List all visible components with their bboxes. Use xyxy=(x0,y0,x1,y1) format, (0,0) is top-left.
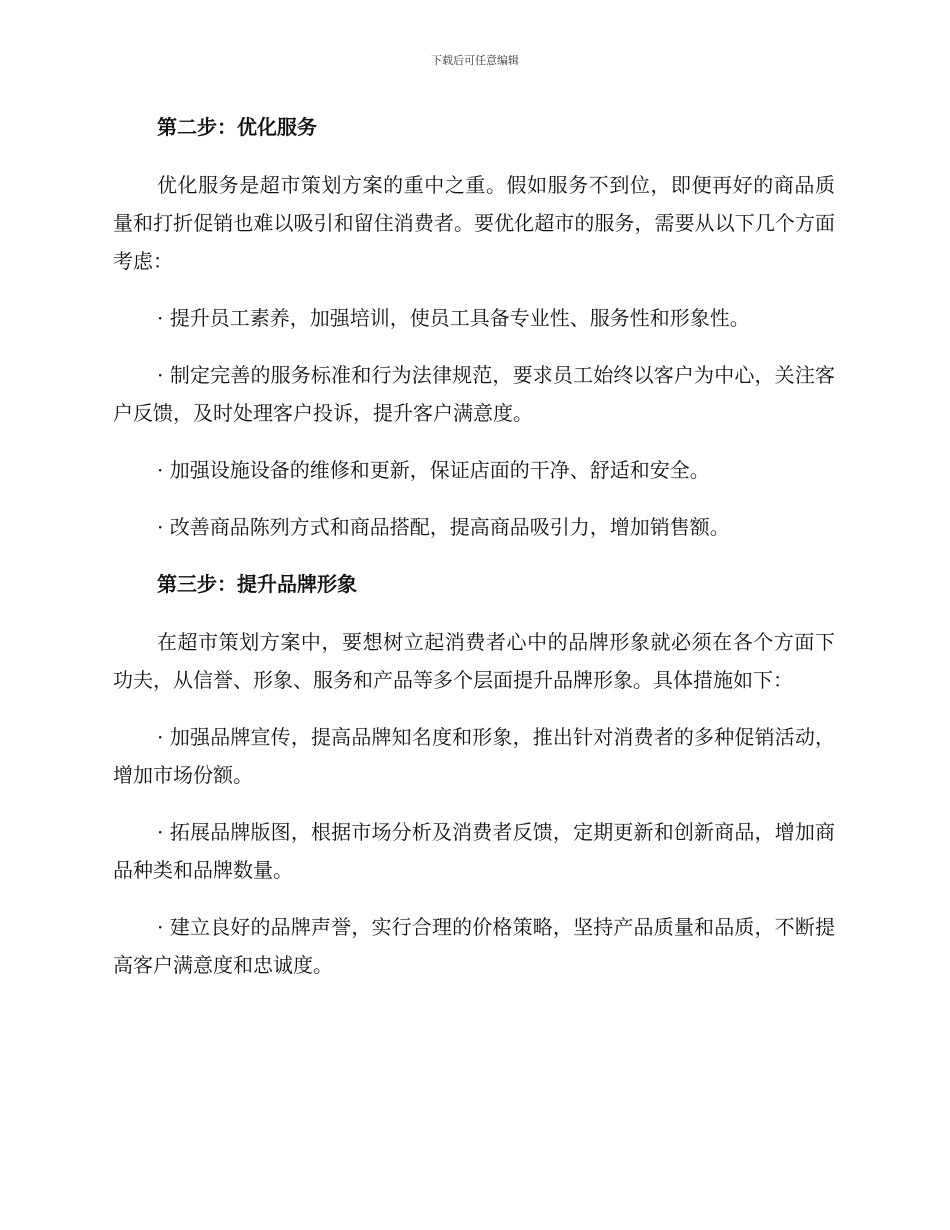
section-intro-paragraph: 优化服务是超市策划方案的重中之重。假如服务不到位，即便再好的商品质量和打折促销也难以吸引和留住消费者。要优化超市的服务，需要从以下几个方面考虑： xyxy=(113,173,835,273)
section-heading-step-2: 第二步：优化服务 xyxy=(157,115,317,139)
bullet-item: · 加强品牌宣传，提高品牌知名度和形象，推出针对消费者的多种促销活动，增加市场份额。 xyxy=(113,725,835,787)
bullet-item: · 加强设施设备的维修和更新，保证店面的干净、舒适和安全。 xyxy=(157,458,710,482)
bullet-item: · 提升员工素养，加强培训，使员工具备专业性、服务性和形象性。 xyxy=(157,306,750,330)
section-intro-paragraph: 在超市策划方案中，要想树立起消费者心中的品牌形象就必须在各个方面下功夫，从信誉、形象、服务和产品等多个层面提升品牌形象。具体措施如下： xyxy=(113,630,835,692)
page-header: 下载后可任意编辑 xyxy=(431,54,519,67)
bullet-item: · 制定完善的服务标准和行为法律规范，要求员工始终以客户为中心，关注客户反馈，及时处理客户投诉，提升客户满意度。 xyxy=(113,363,835,425)
bullet-item: · 拓展品牌版图，根据市场分析及消费者反馈，定期更新和创新商品，增加商品种类和品牌数量。 xyxy=(113,820,835,882)
bullet-item: · 建立良好的品牌声誉，实行合理的价格策略，坚持产品质量和品质，不断提高客户满意度和忠诚度。 xyxy=(113,915,835,977)
document-body xyxy=(113,108,835,1003)
bullet-item: · 改善商品陈列方式和商品搭配，提高商品吸引力，增加销售额。 xyxy=(157,515,730,539)
section-heading-step-3: 第三步：提升品牌形象 xyxy=(157,572,357,596)
